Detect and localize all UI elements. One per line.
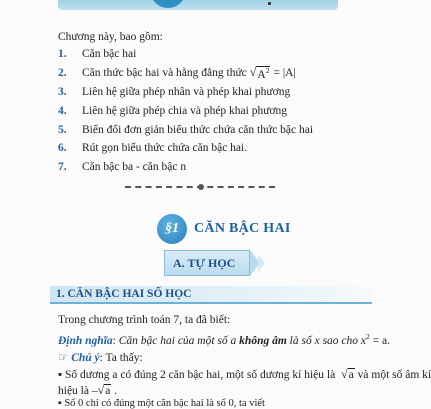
chapter-contents <box>58 45 378 177</box>
note-paragraph: ☞ Chú ý: Ta thấy: <box>58 352 143 364</box>
paragraph-intro: Trong chương trình toán 7, ta đã biết: <box>58 314 231 326</box>
banner-emblem <box>150 0 186 8</box>
sqrt-formula: √ a <box>97 383 111 397</box>
pointing-hand-icon: ☞ <box>58 352 69 364</box>
section-title: CĂN BẬC HAI <box>194 221 291 236</box>
bullet-positive: ▪ Số dương a có đúng 2 căn bậc hai, một số dương kí hiệu là √ a và một số âm kí <box>58 367 431 381</box>
subsection-heading: 1. CĂN BẬC HAI SỐ HỌC <box>50 286 372 304</box>
self-study-label: A. TỰ HỌC <box>173 256 236 270</box>
toc-item: 4. Liên hệ giữa phép chia và phép khai phương <box>58 104 288 117</box>
formula-rhs: = |A| <box>273 67 296 80</box>
definition-paragraph: Định nghĩa: Căn bậc hai của một số a không âm là số x sao cho $x^2 = a$. <box>58 332 390 347</box>
section-divider <box>125 186 275 188</box>
toc-item: 7. Căn bậc ba - căn bậc n <box>58 161 187 174</box>
tab-arrow-inner <box>258 254 265 272</box>
top-banner <box>58 0 338 10</box>
section-badge: §1 <box>157 214 187 244</box>
toc-item: 5. Biến đổi đơn giản biểu thức chứa căn thức bậc hai <box>58 123 314 136</box>
bullet-zero: ▪ Số 0 chỉ có đúng một căn bậc hai là số 0, ta viết <box>58 398 265 409</box>
bullet-positive-cont: hiệu là – √ a . <box>58 383 118 397</box>
toc-item: 2. Căn thức bậc hai và hằng đẳng thức √ $A^2$ = |A| <box>58 64 296 81</box>
banner-mark <box>268 2 271 5</box>
chapter-intro: Chương này, bao gồm: <box>58 31 163 43</box>
sqrt-formula: √ a <box>341 367 354 381</box>
toc-item: 3. Liên hệ giữa phép nhân và phép khai phương <box>58 85 291 98</box>
sqrt-formula: √ $A^2$ <box>249 64 270 81</box>
toc-item: 1. Căn bậc hai <box>58 48 137 61</box>
toc-item: 6. Rút gọn biểu thức chứa căn bậc hai. <box>58 142 248 155</box>
self-study-tab <box>164 250 250 276</box>
